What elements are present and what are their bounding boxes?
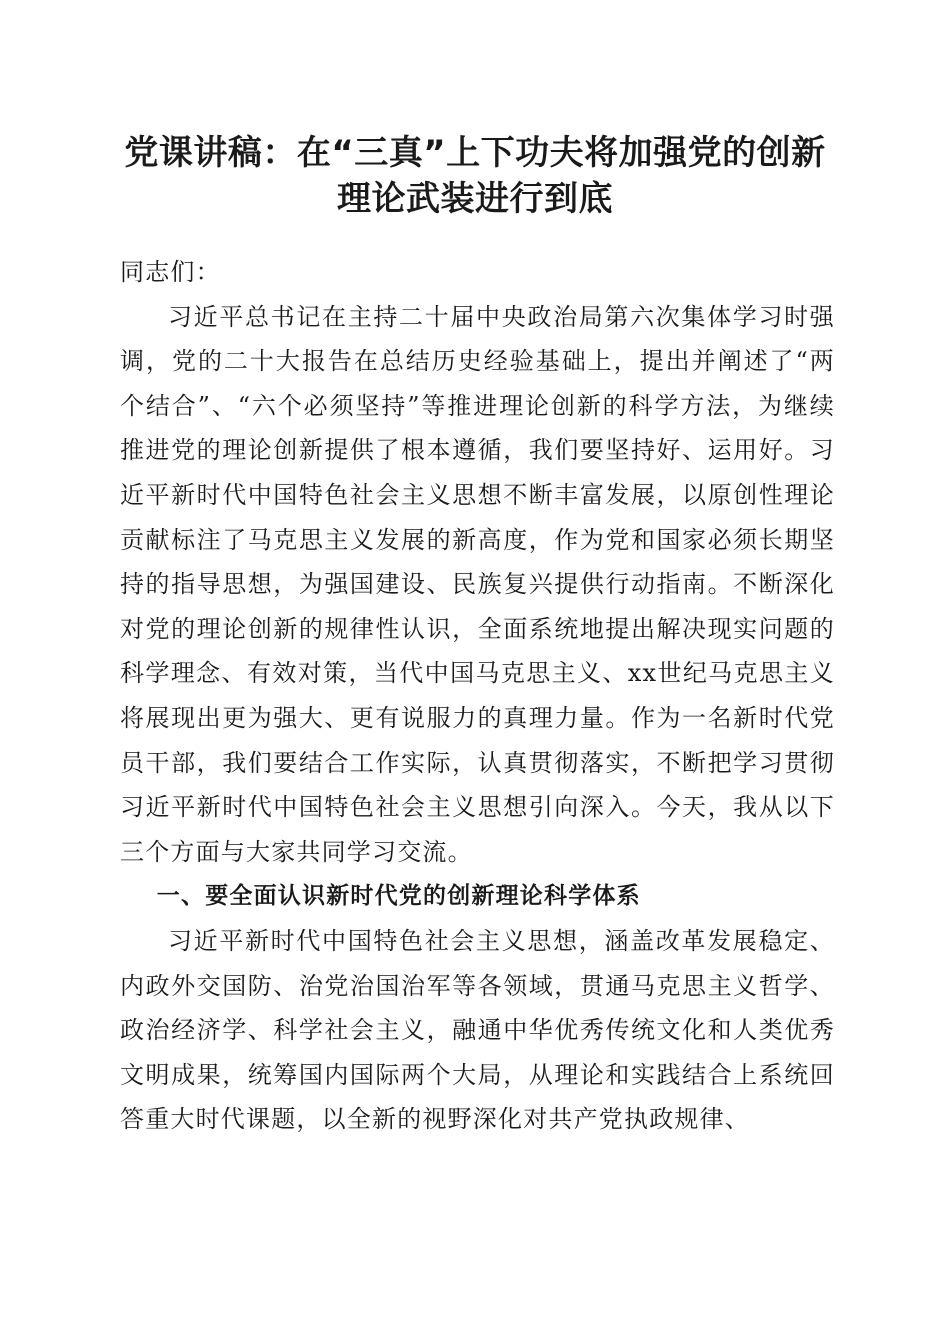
section-heading-1: 一、要全面认识新时代党的创新理论科学体系 — [156, 883, 641, 910]
greeting: 同志们： — [120, 258, 221, 286]
document-body — [120, 250, 835, 1142]
paragraph-intro: 习近平总书记在主持二十届中央政治局第六次集体学习时强调，党的二十大报告在总结历史经验基础上，提出并阐述了“两个结合”、“六个必须坚持”等推进理论创新的科学方法，为继续推进党的理论创新提供了根本遵循，我们要坚持好、运用好。习近平新时代中国特色社会主义思想不断丰富发展，以原创性理论贡献标注了马克思主义发展的新高度，作为党和国家必须长期坚持的指导思想，为强国建设、民族复兴提供行动指南。不断深化对党的理论创新的规律性认识，全面系统地提出解决现实问题的科学理念、有效对策，当代中国马克思主义、xx世纪马克思主义将展现出更为强大、更有说服力的真理力量。作为一名新时代党员干部，我们要结合工作实际，认真贯彻落实，不断把学习贯彻习近平新时代中国特色社会主义思想引向深入。今天，我从以下三个方面与大家共同学习交流。 — [120, 302, 835, 866]
paragraph-section-1: 习近平新时代中国特色社会主义思想，涵盖改革发展稳定、内政外交国防、治党治国治军等各领域，贯通马克思主义哲学、政治经济学、科学社会主义，融通中华优秀传统文化和人类优秀文明成果，统筹国内国际两个大局，从理论和实践结合上系统回答重大时代课题，以全新的视野深化对共产党执政规律、 — [120, 926, 835, 1134]
document-title: 党课讲稿：在“三真”上下功夫将加强党的创新理论武装进行到底 — [124, 133, 826, 219]
